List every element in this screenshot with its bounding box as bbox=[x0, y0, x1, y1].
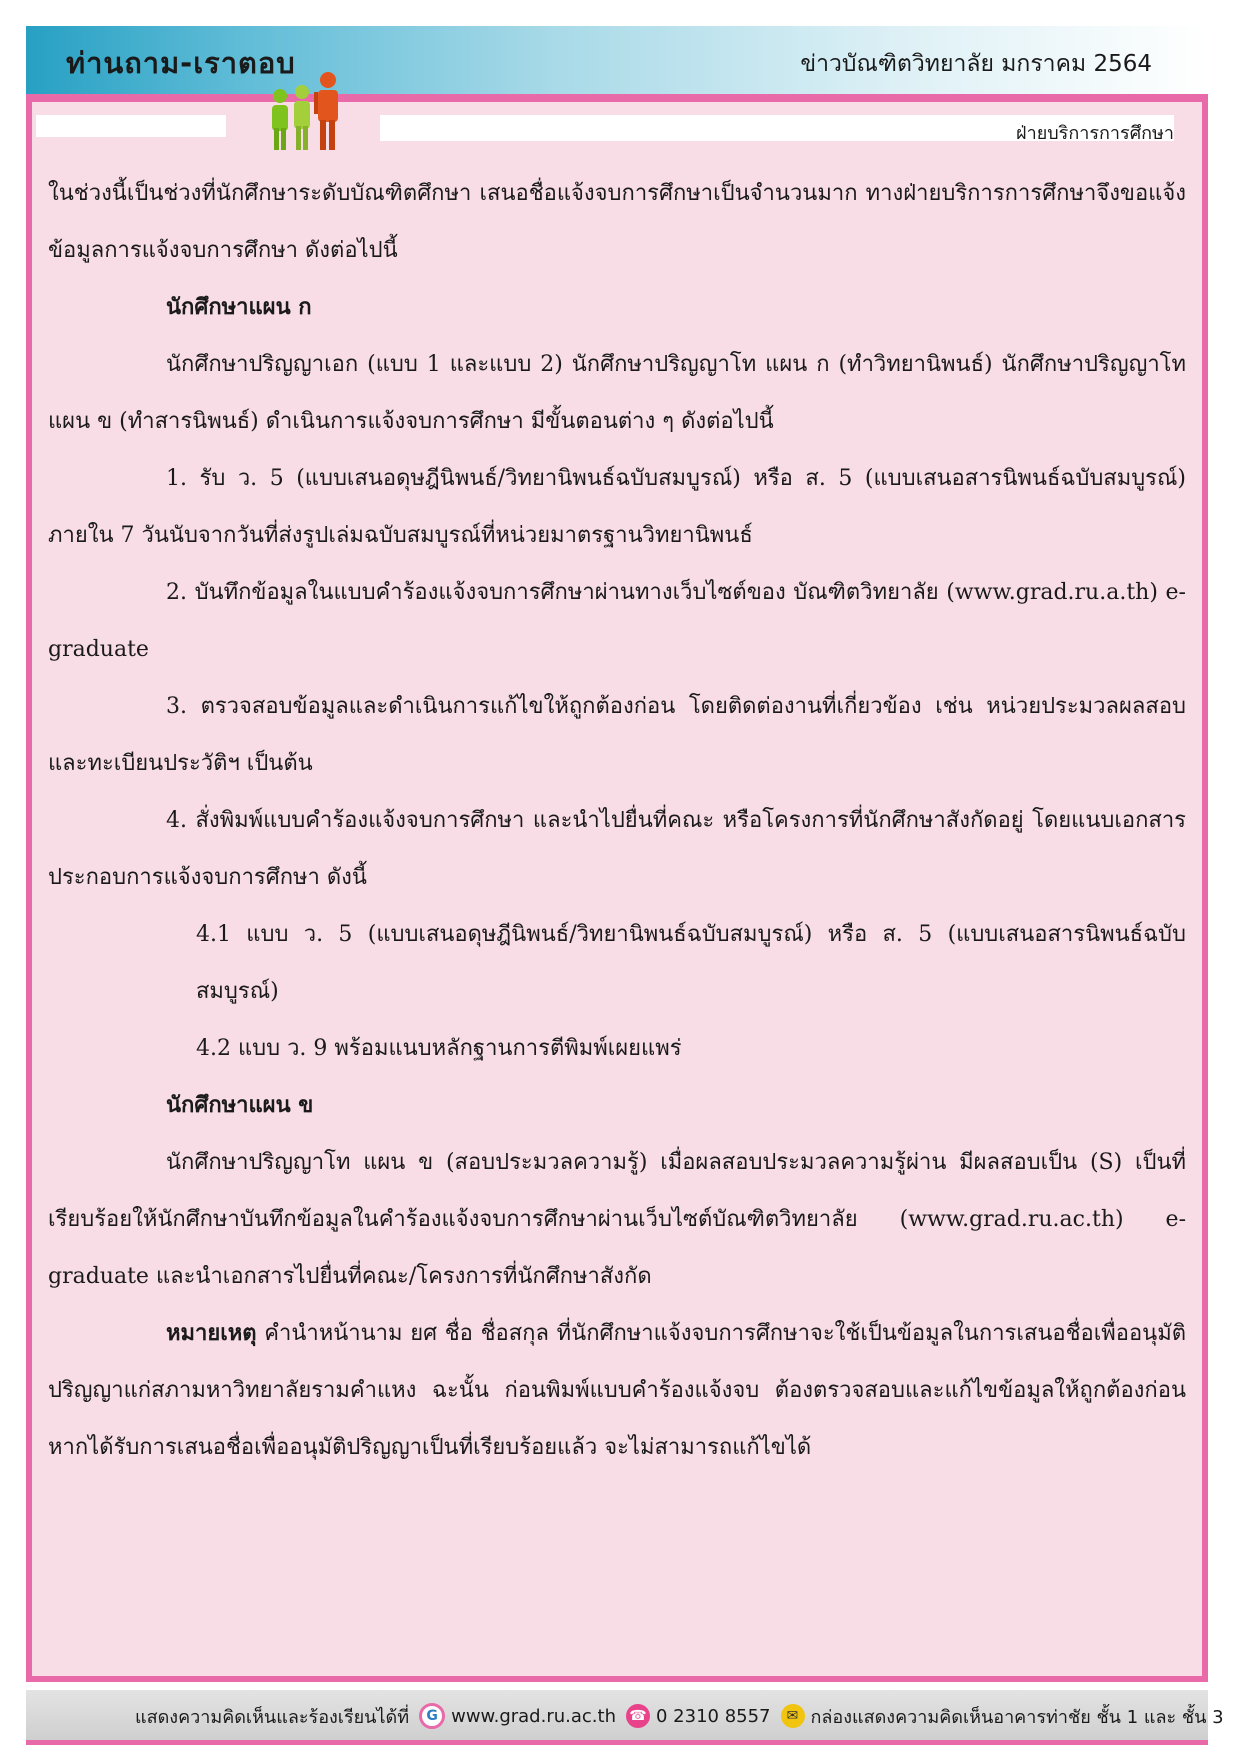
step-4-2: 4.2 แบบ ว. 9 พร้อมแนบหลักฐานการตีพิมพ์เผยแพร่ bbox=[196, 1036, 682, 1061]
plan-a-heading: นักศึกษาแผน ก bbox=[166, 294, 312, 320]
header-title: ท่านถาม-เราตอบ bbox=[66, 46, 296, 80]
note-text: คำนำหน้านาม ยศ ชื่อ ชื่อสกุล ที่นักศึกษาแจ้งจบการศึกษาจะใช้เป็นข้อมูลในการเสนอชื่อเพื่ออนุมัติปริญญาแก่สภามหาวิทยาลัยรามคำแหง ฉะนั้น ก่อนพิมพ์แบบคำร้องแจ้งจบ ต้องตรวจสอบและแก้ไขข้อมูลให้ถูกต้องก่อน หากได้รับการเสนอชื่อเพื่ออนุมัติปริญญาเป็นที่เรียบร้อยแล้ว จะไม่สามารถแก้ไขได้ bbox=[48, 1321, 1186, 1460]
footer-comment-box: กล่องแสดงความคิดเห็นอาคารท่าชัย ชั้น 1 และ ชั้น 3 bbox=[810, 1706, 1224, 1728]
header-divider bbox=[26, 94, 1208, 102]
plan-b-heading: นักศึกษาแผน ข bbox=[166, 1092, 314, 1118]
article-body bbox=[48, 165, 1186, 1476]
issue-label: ข่าวบัณฑิตวิทยาลัย มกราคม 2564 bbox=[800, 51, 1152, 77]
decor-strip-left bbox=[36, 115, 226, 137]
people-icon bbox=[262, 70, 358, 156]
plan-b-paragraph: นักศึกษาปริญญาโท แผน ข (สอบประมวลความรู้) เมื่อผลสอบประมวลความรู้ผ่าน มีผลสอบเป็น (S) เป็นที่เรียบร้อยให้นักศึกษาบันทึกข้อมูลในคำร้องแจ้งจบการศึกษาผ่านเว็บไซต์บัณฑิตวิทยาลัย (www.grad.ru.ac.th) e-graduate และนำเอกสารไปยื่นที่คณะ/โครงการที่นักศึกษาสังกัด bbox=[48, 1150, 1186, 1289]
note-label: หมายเหตุ bbox=[166, 1320, 257, 1346]
footer-phone[interactable]: 0 2310 8557 bbox=[655, 1705, 771, 1727]
web-icon: G bbox=[419, 1703, 445, 1729]
comment-box-icon: ✉ bbox=[781, 1704, 805, 1728]
step-1: 1. รับ ว. 5 (แบบเสนอดุษฎีนิพนธ์/วิทยานิพนธ์ฉบับสมบูรณ์) หรือ ส. 5 (แบบเสนอสารนิพนธ์ฉบับสมบูรณ์) ภายใน 7 วันนับจากวันที่ส่งรูปเล่มฉบับสมบูรณ์ที่หน่วยมาตรฐานวิทยานิพนธ์ bbox=[48, 466, 1186, 548]
footer-contacts bbox=[135, 1700, 1224, 1732]
step-4: 4. สั่งพิมพ์แบบคำร้องแจ้งจบการศึกษา และนำไปยื่นที่คณะ หรือโครงการที่นักศึกษาสังกัดอยู่ โดยแนบเอกสารประกอบการแจ้งจบการศึกษา ดังนี้ bbox=[48, 808, 1186, 890]
footer-lead: แสดงความคิดเห็นและร้องเรียนได้ที่ bbox=[135, 1706, 410, 1728]
department-label: ฝ่ายบริการการศึกษา bbox=[1016, 123, 1174, 144]
step-3: 3. ตรวจสอบข้อมูลและดำเนินการแก้ไขให้ถูกต้องก่อน โดยติดต่องานที่เกี่ยวข้อง เช่น หน่วยประมวลผลสอบและทะเบียนประวัติฯ เป็นต้น bbox=[48, 694, 1186, 776]
note-paragraph bbox=[48, 1305, 1186, 1476]
step-4-1: 4.1 แบบ ว. 5 (แบบเสนอดุษฎีนิพนธ์/วิทยานิพนธ์ฉบับสมบูรณ์) หรือ ส. 5 (แบบเสนอสารนิพนธ์ฉบับสมบูรณ์) bbox=[196, 922, 1186, 1004]
intro-paragraph: ในช่วงนี้เป็นช่วงที่นักศึกษาระดับบัณฑิตศึกษา เสนอชื่อแจ้งจบการศึกษาเป็นจำนวนมาก ทางฝ่ายบริการการศึกษาจึงขอแจ้งข้อมูลการแจ้งจบการศึกษา ดังต่อไปนี้ bbox=[48, 181, 1186, 263]
footer-website-link[interactable]: www.grad.ru.ac.th bbox=[451, 1705, 616, 1727]
phone-icon: ☎ bbox=[626, 1704, 650, 1728]
footer-divider bbox=[26, 1740, 1208, 1745]
step-2: 2. บันทึกข้อมูลในแบบคำร้องแจ้งจบการศึกษาผ่านทางเว็บไซต์ของ บัณฑิตวิทยาลัย (www.grad.ru.a.th) e-graduate bbox=[48, 580, 1186, 662]
plan-a-intro: นักศึกษาปริญญาเอก (แบบ 1 และแบบ 2) นักศึกษาปริญญาโท แผน ก (ทำวิทยานิพนธ์) นักศึกษาปริญญาโท แผน ข (ทำสารนิพนธ์) ดำเนินการแจ้งจบการศึกษา มีขั้นตอนต่าง ๆ ดังต่อไปนี้ bbox=[48, 352, 1186, 434]
header-banner bbox=[26, 26, 1208, 94]
